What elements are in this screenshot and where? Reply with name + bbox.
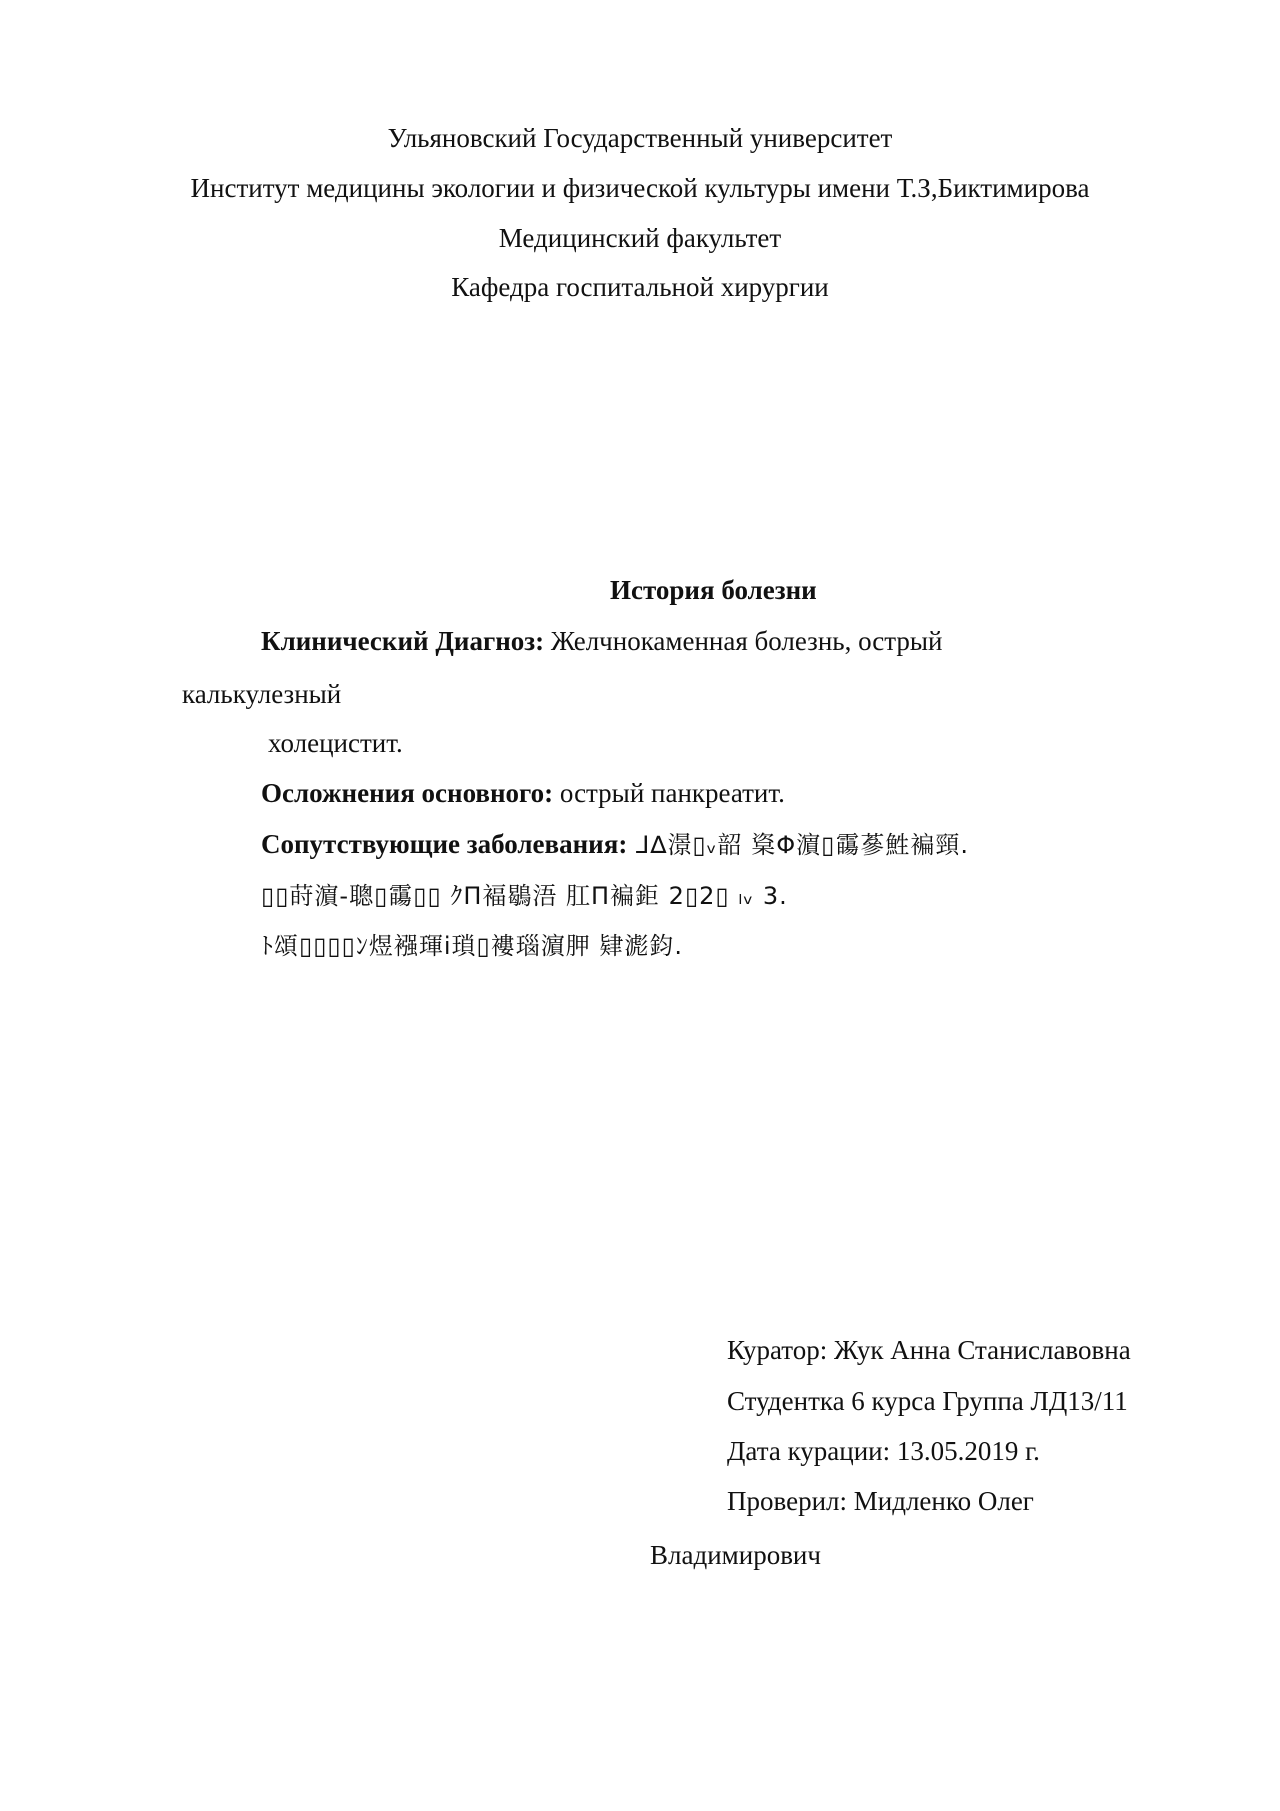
- university-name: Ульяновский Государственный университет: [387, 123, 893, 153]
- diagnosis-value-end: холецистит.: [268, 728, 403, 758]
- diagnosis-label: Клинический Диагноз:: [261, 626, 545, 656]
- comorbidities-line: [261, 827, 969, 862]
- comorbidities-garbled-text: ⅃∆澋▯ᵥ韶 楶Φ濵▯霷蔘鮏褊頸.: [627, 831, 969, 859]
- student-line: Студентка 6 курса Группа ЛД13/11: [727, 1386, 1128, 1416]
- comorbidities-garbled-line-3: ﾄ頌▯▯▯▯ﾝ煜襁琿ⅰ瑣▯褸瑙濵胛 肄滮鈞.: [261, 932, 683, 960]
- complications-value: острый панкреатит.: [553, 778, 785, 808]
- document-title: История болезни: [610, 575, 817, 605]
- curation-date-line: Дата курации: 13.05.2019 г.: [727, 1436, 1040, 1466]
- diagnosis-value: Желчнокаменная болезнь, острый: [544, 626, 943, 656]
- department-name: Кафедра госпитальной хирургии: [451, 272, 829, 302]
- curator-line: Куратор: Жук Анна Станиславовна: [727, 1335, 1131, 1365]
- diagnosis-line: [261, 624, 942, 658]
- comorbidities-garbled-line-2: ▯▯莳濵-聰▯霷▯▯ ｸΠ褔鶡浯 肛Π褊鉅 2▯2▯ ₗᵥ 3.: [261, 882, 788, 910]
- institute-name: Институт медицины экологии и физической культуры имени Т.З,Биктимирова: [190, 173, 1090, 203]
- complications-line: [261, 776, 785, 810]
- diagnosis-value-continued: калькулезный: [182, 679, 342, 709]
- faculty-name: Медицинский факультет: [498, 223, 782, 253]
- checked-by-line-continued: Владимирович: [650, 1540, 821, 1570]
- complications-label: Осложнения основного:: [261, 778, 554, 808]
- comorbidities-label: Сопутствующие заболевания:: [261, 829, 628, 859]
- checked-by-line: Проверил: Мидленко Олег: [727, 1486, 1034, 1516]
